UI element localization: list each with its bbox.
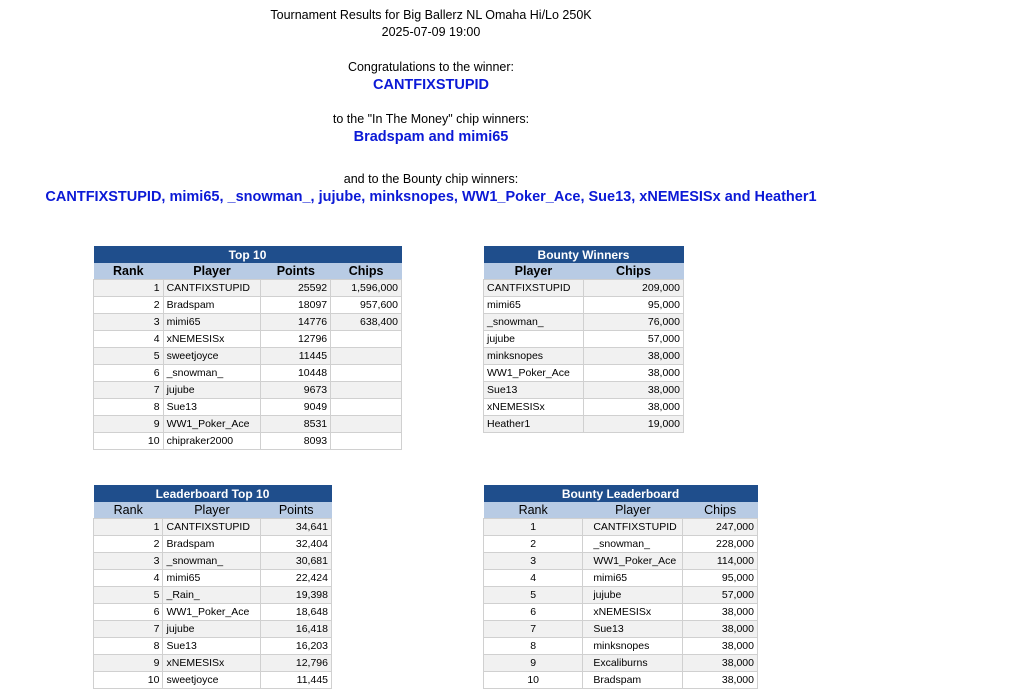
points-cell: 16,418 [261, 621, 332, 638]
table-row [94, 553, 332, 570]
player-cell: xNEMESISx [163, 331, 261, 348]
rank-cell: 4 [484, 570, 583, 587]
table-row [484, 519, 758, 536]
rank-cell: 5 [94, 587, 163, 604]
points-cell: 12796 [261, 331, 331, 348]
table-row [484, 604, 758, 621]
player-cell: xNEMESISx [583, 604, 683, 621]
player-cell: Excaliburns [583, 655, 683, 672]
points-cell: 11445 [261, 348, 331, 365]
player-cell: Bradspam [583, 672, 683, 689]
player-cell: Bradspam [163, 297, 261, 314]
table-row [484, 570, 758, 587]
points-cell: 16,203 [261, 638, 332, 655]
rank-cell: 2 [484, 536, 583, 553]
table-row [94, 570, 332, 587]
column-header: Points [261, 502, 332, 519]
player-cell: WW1_Poker_Ace [583, 553, 683, 570]
rank-cell: 7 [484, 621, 583, 638]
rank-cell: 8 [94, 399, 164, 416]
column-header: Rank [484, 502, 583, 519]
player-cell: mimi65 [163, 314, 261, 331]
rank-cell: 5 [94, 348, 164, 365]
bounty-winners-table [483, 246, 684, 433]
rank-cell: 10 [94, 672, 163, 689]
points-cell: 18,648 [261, 604, 332, 621]
chips-cell: 638,400 [331, 314, 402, 331]
bounty-leaderboard-table [483, 485, 758, 689]
player-cell: WW1_Poker_Ace [163, 416, 261, 433]
rank-cell: 1 [484, 519, 583, 536]
leaderboard-table [93, 485, 332, 689]
table-row [94, 331, 402, 348]
player-cell: mimi65 [163, 570, 261, 587]
chips-cell: 38,000 [683, 655, 758, 672]
points-cell: 18097 [261, 297, 331, 314]
rank-cell: 8 [94, 638, 163, 655]
bounty-winners-list: CANTFIXSTUPID, mimi65, _snowman_, jujube, minksnopes, WW1_Poker_Ace, Sue13, xNEMESISx and Heather1 [45, 189, 817, 205]
rank-cell: 4 [94, 331, 164, 348]
player-cell: xNEMESISx [163, 655, 261, 672]
table-row [484, 365, 684, 382]
column-header: Points [261, 263, 331, 280]
table-row [94, 416, 402, 433]
player-cell: CANTFIXSTUPID [484, 280, 584, 297]
rank-cell: 2 [94, 297, 164, 314]
player-cell: Sue13 [163, 638, 261, 655]
points-cell: 9673 [261, 382, 331, 399]
chips-cell: 228,000 [683, 536, 758, 553]
player-cell: sweetjoyce [163, 672, 261, 689]
chips-cell [331, 382, 402, 399]
table-row [94, 297, 402, 314]
player-cell: jujube [163, 382, 261, 399]
table-row [94, 587, 332, 604]
chips-cell [331, 433, 402, 450]
chips-cell: 38,000 [583, 382, 683, 399]
table-row [484, 416, 684, 433]
chips-cell [331, 416, 402, 433]
rank-cell: 7 [94, 382, 164, 399]
winner-name: CANTFIXSTUPID [373, 77, 489, 93]
table-row [484, 382, 684, 399]
rank-cell: 3 [484, 553, 583, 570]
table-row [94, 672, 332, 689]
player-cell: jujube [484, 331, 584, 348]
bounty-intro: and to the Bounty chip winners: [343, 172, 519, 186]
table-row [484, 348, 684, 365]
table-row [484, 672, 758, 689]
chips-cell [331, 399, 402, 416]
table-row [484, 655, 758, 672]
winner-intro: Congratulations to the winner: [347, 60, 515, 74]
chips-cell: 38,000 [583, 348, 683, 365]
column-header: Chips [331, 263, 402, 280]
top10-title: Top 10 [94, 246, 402, 263]
points-cell: 12,796 [261, 655, 332, 672]
rank-cell: 4 [94, 570, 163, 587]
player-cell: _snowman_ [163, 553, 261, 570]
player-cell: _snowman_ [583, 536, 683, 553]
chips-cell: 38,000 [583, 365, 683, 382]
table-row [484, 280, 684, 297]
table-row [94, 433, 402, 450]
table-row [484, 331, 684, 348]
chips-cell: 57,000 [583, 331, 683, 348]
player-cell: Bradspam [163, 536, 261, 553]
chips-cell: 76,000 [583, 314, 683, 331]
column-header: Player [163, 263, 261, 280]
points-cell: 22,424 [261, 570, 332, 587]
leaderboard-title: Leaderboard Top 10 [94, 485, 332, 502]
bounty-winners-title: Bounty Winners [484, 246, 684, 263]
points-cell: 19,398 [261, 587, 332, 604]
player-cell: mimi65 [484, 297, 584, 314]
tournament-datetime: 2025-07-09 19:00 [381, 25, 481, 39]
points-cell: 11,445 [261, 672, 332, 689]
column-header: Chips [583, 263, 683, 280]
chips-cell: 95,000 [583, 297, 683, 314]
rank-cell: 5 [484, 587, 583, 604]
player-cell: CANTFIXSTUPID [163, 519, 261, 536]
itm-intro: to the "In The Money" chip winners: [332, 112, 530, 126]
points-cell: 14776 [261, 314, 331, 331]
chips-cell [331, 365, 402, 382]
table-row [94, 314, 402, 331]
table-row [484, 553, 758, 570]
rank-cell: 3 [94, 314, 164, 331]
chips-cell: 209,000 [583, 280, 683, 297]
page-title: Tournament Results for Big Ballerz NL Omaha Hi/Lo 250K [270, 8, 592, 22]
column-header: Chips [683, 502, 758, 519]
rank-cell: 2 [94, 536, 163, 553]
points-cell: 30,681 [261, 553, 332, 570]
points-cell: 32,404 [261, 536, 332, 553]
points-cell: 9049 [261, 399, 331, 416]
chips-cell: 38,000 [683, 638, 758, 655]
chips-cell: 38,000 [583, 399, 683, 416]
rank-cell: 8 [484, 638, 583, 655]
player-cell: CANTFIXSTUPID [163, 280, 261, 297]
chips-cell: 1,596,000 [331, 280, 402, 297]
chips-cell: 57,000 [683, 587, 758, 604]
rank-cell: 9 [94, 416, 164, 433]
table-row [94, 382, 402, 399]
player-cell: WW1_Poker_Ace [163, 604, 261, 621]
column-header: Player [583, 502, 683, 519]
points-cell: 10448 [261, 365, 331, 382]
player-cell: Heather1 [484, 416, 584, 433]
chips-cell: 38,000 [683, 621, 758, 638]
table-row [94, 348, 402, 365]
rank-cell: 10 [484, 672, 583, 689]
player-cell: _Rain_ [163, 587, 261, 604]
table-row [484, 297, 684, 314]
table-row [484, 314, 684, 331]
points-cell: 34,641 [261, 519, 332, 536]
chips-cell: 247,000 [683, 519, 758, 536]
table-row [94, 536, 332, 553]
player-cell: mimi65 [583, 570, 683, 587]
player-cell: Sue13 [484, 382, 584, 399]
player-cell: _snowman_ [484, 314, 584, 331]
table-row [94, 604, 332, 621]
player-cell: chipraker2000 [163, 433, 261, 450]
rank-cell: 3 [94, 553, 163, 570]
player-cell: jujube [583, 587, 683, 604]
points-cell: 8093 [261, 433, 331, 450]
chips-cell [331, 331, 402, 348]
rank-cell: 1 [94, 519, 163, 536]
table-row [484, 587, 758, 604]
table-row [94, 621, 332, 638]
column-header: Player [163, 502, 261, 519]
rank-cell: 9 [94, 655, 163, 672]
rank-cell: 6 [94, 365, 164, 382]
player-cell: minksnopes [484, 348, 584, 365]
bounty-leaderboard-body [484, 519, 758, 689]
points-cell: 8531 [261, 416, 331, 433]
chips-cell: 957,600 [331, 297, 402, 314]
table-row [94, 399, 402, 416]
bounty-winners-body [484, 280, 684, 433]
chips-cell: 114,000 [683, 553, 758, 570]
rank-cell: 9 [484, 655, 583, 672]
table-row [94, 519, 332, 536]
player-cell: sweetjoyce [163, 348, 261, 365]
points-cell: 25592 [261, 280, 331, 297]
table-row [94, 655, 332, 672]
player-cell: Sue13 [583, 621, 683, 638]
table-row [94, 280, 402, 297]
table-row [484, 621, 758, 638]
chips-cell: 38,000 [683, 672, 758, 689]
player-cell: Sue13 [163, 399, 261, 416]
chips-cell: 95,000 [683, 570, 758, 587]
column-header: Rank [94, 502, 163, 519]
top10-table [93, 246, 402, 450]
table-row [484, 399, 684, 416]
top10-body [94, 280, 402, 450]
table-row [484, 638, 758, 655]
player-cell: jujube [163, 621, 261, 638]
column-header: Player [484, 263, 584, 280]
rank-cell: 10 [94, 433, 164, 450]
player-cell: WW1_Poker_Ace [484, 365, 584, 382]
table-row [484, 536, 758, 553]
leaderboard-body [94, 519, 332, 689]
player-cell: minksnopes [583, 638, 683, 655]
rank-cell: 7 [94, 621, 163, 638]
player-cell: xNEMESISx [484, 399, 584, 416]
itm-winners: Bradspam and mimi65 [353, 129, 509, 145]
rank-cell: 6 [94, 604, 163, 621]
table-row [94, 365, 402, 382]
table-row [94, 638, 332, 655]
chips-cell: 19,000 [583, 416, 683, 433]
rank-cell: 1 [94, 280, 164, 297]
rank-cell: 6 [484, 604, 583, 621]
column-header: Rank [94, 263, 164, 280]
bounty-leaderboard-title: Bounty Leaderboard [484, 485, 758, 502]
player-cell: CANTFIXSTUPID [583, 519, 683, 536]
chips-cell: 38,000 [683, 604, 758, 621]
chips-cell [331, 348, 402, 365]
player-cell: _snowman_ [163, 365, 261, 382]
